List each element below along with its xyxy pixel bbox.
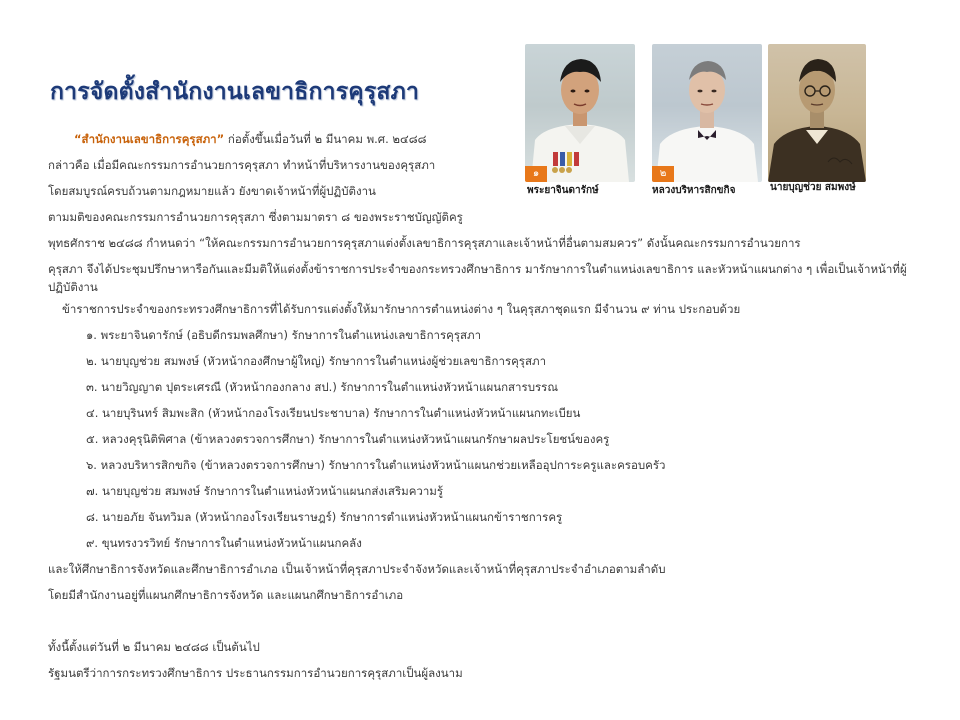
list-item: ๙. ขุนทรงวรวิทย์ รักษาการในตำแหน่งหัวหน้าแผนกคลัง [86, 536, 362, 550]
portrait-2-icon [652, 44, 762, 182]
intro-line-1 [48, 126, 528, 152]
list-item: ๖. หลวงบริหารสิกขกิจ (ข้าหลวงตรวจการศึกษา) รักษาการในตำแหน่งหัวหน้าแผนกช่วยเหลืออุปการะครูและครอบครัว [86, 458, 666, 472]
portrait-3-caption: นายบุญช่วย สมพงษ์ [770, 182, 856, 193]
list-item: ๑. พระยาจินดารักษ์ (อธิบดีกรมพลศึกษา) รักษาการในตำแหน่งเลขาธิการคุรุสภา [86, 328, 482, 342]
list-item: ๔. นายบุรินทร์ สิมพะสิก (หัวหน้ากองโรงเรียนประชาบาล) รักษาการในตำแหน่งหัวหน้าแผนกทะเบียน [86, 406, 581, 420]
list-item: ๕. หลวงคุรุนิติพิศาล (ข้าหลวงตรวจการศึกษา) รักษาการในตำแหน่งหัวหน้าแผนกรักษาผลประโยชน์ของครู [86, 432, 610, 446]
intro-line-2: กล่าวคือ เมื่อมีคณะกรรมการอำนวยการคุรุสภา ทำหน้าที่บริหารงานของคุรุสภา [48, 158, 436, 172]
intro-line-4: ตามมติของคณะกรรมการอำนวยการคุรุสภา ซึ่งตามมาตรา ๘ ของพระราชบัญญัติครู [48, 210, 463, 224]
portrait-1-photo [525, 44, 635, 182]
page-title: การจัดตั้งสำนักงานเลขาธิการคุรุสภา [50, 79, 420, 105]
portrait-1-number: ๑ [525, 166, 547, 182]
list-item: ๘. นายอภัย จันทวิมล (หัวหน้ากองโรงเรียนราษฎร์) รักษาการตำแหน่งหัวหน้าแผนกข้าราชการครู [86, 510, 563, 524]
intro-line-3: โดยสมบูรณ์ครบถ้วนตามกฎหมายแล้ว ยังขาดเจ้าหน้าที่ผู้ปฏิบัติงาน [48, 184, 376, 198]
after-list-line-2: โดยมีสำนักงานอยู่ที่แผนกศึกษาธิการจังหวัด และแผนกศึกษาธิการอำเภอ [48, 588, 404, 602]
portrait-2-number: ๒ [652, 166, 674, 182]
list-item: ๒. นายบุญช่วย สมพงษ์ (หัวหน้ากองศึกษาผู้ใหญ่) รักษาการในตำแหน่งผู้ช่วยเลขาธิการคุรุสภา [86, 354, 547, 368]
paragraph-spacer [48, 608, 928, 634]
body-line-5: พุทธศักราช ๒๔๘๘ กำหนดว่า “ให้คณะกรรมการอำนวยการคุรุสภาแต่งตั้งเลขาธิการคุรุสภาและเจ้าหน้าที่อื่นตามสมควร” ดังนั้นคณะกรรมการอำนวยการ [48, 236, 801, 250]
main-body [48, 230, 928, 686]
list-item: ๗. นายบุญช่วย สมพงษ์ รักษาการในตำแหน่งหัวหน้าแผนกส่งเสริมความรู้ [86, 484, 444, 498]
intro-line-1-rest: ก่อตั้งขึ้นเมื่อวันที่ ๒ มีนาคม พ.ศ. ๒๔๘๘ [224, 132, 427, 146]
portrait-3-icon [768, 44, 866, 182]
portrait-2-caption: หลวงบริหารสิกขกิจ [652, 185, 736, 196]
intro-paragraph [48, 126, 528, 230]
portrait-2-photo [652, 44, 762, 182]
portrait-1-icon [525, 44, 635, 182]
after-list-line-1: และให้ศึกษาธิการจังหวัดและศึกษาธิการอำเภอ เป็นเจ้าหน้าที่คุรุสภาประจำจังหวัดและเจ้าหน้าที่คุรุสภาประจำอำเภอตามลำดับ [48, 562, 666, 576]
portrait-3-photo [768, 44, 866, 182]
office-name-highlight: “สำนักงานเลขาธิการคุรุสภา” [74, 132, 225, 146]
staff-list [48, 322, 928, 556]
closing-line-2: รัฐมนตรีว่าการกระทรวงศึกษาธิการ ประธานกรรมการอำนวยการคุรุสภาเป็นผู้ลงนาม [48, 666, 463, 680]
body-paragraph-2: คุรุสภา จึงได้ประชุมปรึกษาหารือกันและมีมติให้แต่งตั้งข้าราชการประจำของกระทรวงศึกษาธิการ มารักษาการในตำแหน่งเลขาธิการ และหัวหน้าแผนกต่าง ๆ เพื่อเป็นเจ้าหน้าที่ผู้ปฏิบัติงาน [48, 262, 907, 294]
list-intro: ข้าราชการประจำของกระทรวงศึกษาธิการที่ได้รับการแต่งตั้งให้มารักษาการตำแหน่งต่าง ๆ ในคุรุสภาชุดแรก มีจำนวน ๙ ท่าน ประกอบด้วย [62, 302, 741, 316]
list-item: ๓. นายวิญญาต ปุตระเศรณี (หัวหน้ากองกลาง สป.) รักษาการในตำแหน่งหัวหน้าแผนกสารบรรณ [86, 380, 559, 394]
portrait-1-caption: พระยาจินดารักษ์ [527, 185, 599, 196]
closing-line-1: ทั้งนี้ตั้งแต่วันที่ ๒ มีนาคม ๒๔๘๘ เป็นต้นไป [48, 640, 260, 654]
